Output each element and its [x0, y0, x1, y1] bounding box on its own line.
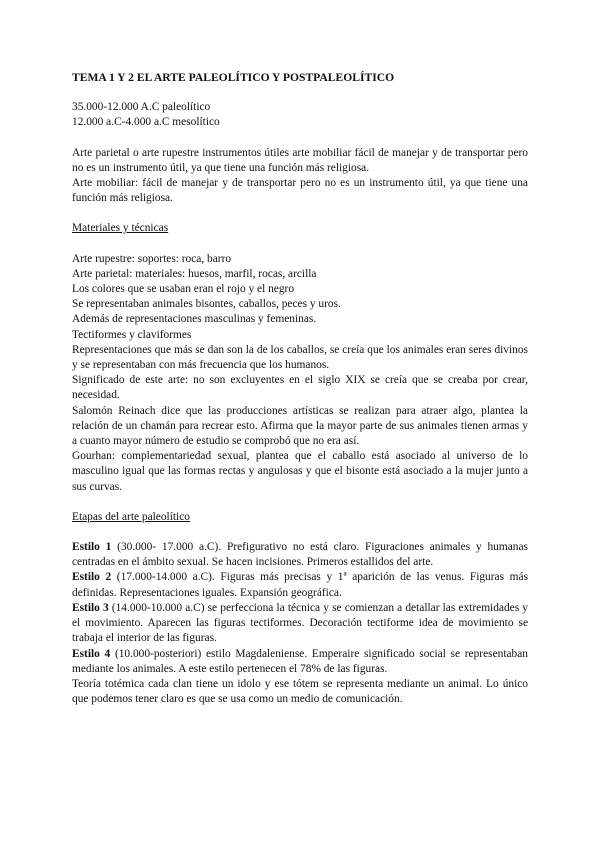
style-label: Estilo 4	[72, 647, 111, 660]
body-paragraph: Salomón Reinach dice que las producciones artísticas se realizan para atraer algo, plantea la relación de un chamán para recrear esto. Afirma que la mayor parte de sus animales tienen armas y a cuanto mayor número de estudio se comprobó que no era así.	[72, 404, 528, 448]
style-paragraph	[72, 601, 528, 647]
body-paragraph: Significado de este arte: no son excluyentes en el siglo XIX se creía que se creaba por crear, necesidad.	[72, 374, 528, 402]
text-line: Se representaban animales bisontes, caballos, peces y uros.	[72, 298, 341, 311]
body-paragraph: Gourhan: complementariedad sexual, plantea que el caballo está asociado al universo de lo masculino igual que las formas rectas y angulosas y que el bisonte está asociado a la mujer junto a sus curvas.	[72, 450, 528, 493]
closing-paragraph: Teoría totémica cada clan tiene un idolo y ese tótem se representa mediante un animal. Lo único que podemos tener claro es que se usa como un medio de comunicación.	[72, 677, 528, 706]
date-range-mesolithic: 12.000 a.C-4.000 a.C mesolítico	[72, 116, 220, 129]
style-label: Estilo 2	[72, 571, 112, 584]
style-text: (14.000-10.000 a.C) se perfecciona la técnica y se comienzan a detallar las extremidades y el movimiento. Aparecen las figuras tectiformes. Decoración tectiforme idea de movimiento se trabaja el interior de las figuras.	[72, 601, 528, 645]
text-line: Los colores que se usaban eran el rojo y el negro	[72, 283, 295, 296]
text-line: Además de representaciones masculinas y femeninas.	[72, 313, 317, 326]
section-heading-etapas: Etapas del arte paleolítico	[72, 510, 190, 523]
style-label: Estilo 1	[72, 541, 112, 554]
intro-paragraph: Arte parietal o arte rupestre instrumentos útiles arte mobiliar fácil de manejar y de transportar pero no es un instrumento útil, ya que tiene una función más religiosa.	[72, 146, 528, 174]
intro-paragraph: Arte mobiliar: fácil de manejar y de transportar pero no es un instrumento útil, ya que tiene una función más religiosa.	[72, 177, 528, 205]
style-text: (30.000- 17.000 a.C). Prefigurativo no está claro. Figuraciones animales y humanas centradas en el ámbito sexual. Se hacen incisiones. Primeros estallidos del arte.	[72, 541, 528, 569]
style-paragraph	[72, 540, 528, 570]
text-line: Arte rupestre: soportes: roca, barro	[72, 252, 232, 265]
date-range-paleolithic: 35.000-12.000 A.C paleolítico	[72, 101, 211, 114]
body-paragraph: Representaciones que más se dan son la de los caballos, se creía que los animales eran seres divinos y se representaban con más frecuencia que los humanos.	[72, 343, 528, 372]
style-text: (17.000-14.000 a.C). Figuras más precisas y 1ª aparición de las venus. Figuras más definidas. Representaciones iguales. Expansión geográfica.	[72, 571, 528, 599]
document-title: TEMA 1 Y 2 EL ARTE PALEOLÍTICO Y POSTPALEOLÍTICO	[72, 71, 395, 84]
style-paragraph	[72, 647, 528, 677]
style-text: (10.000-posteriori) estilo Magdaleniense. Emperaire significado social se representaban mediante los animales. A este estilo pertenecen el 78% de las figuras.	[72, 647, 528, 675]
style-paragraph	[72, 570, 528, 600]
text-line: Arte parietal: materiales: huesos, marfil, rocas, arcilla	[72, 267, 317, 280]
style-label: Estilo 3	[72, 601, 109, 614]
section-heading-materiales: Materiales y técnicas	[72, 222, 169, 235]
text-line: Tectiformes y claviformes	[72, 328, 192, 341]
